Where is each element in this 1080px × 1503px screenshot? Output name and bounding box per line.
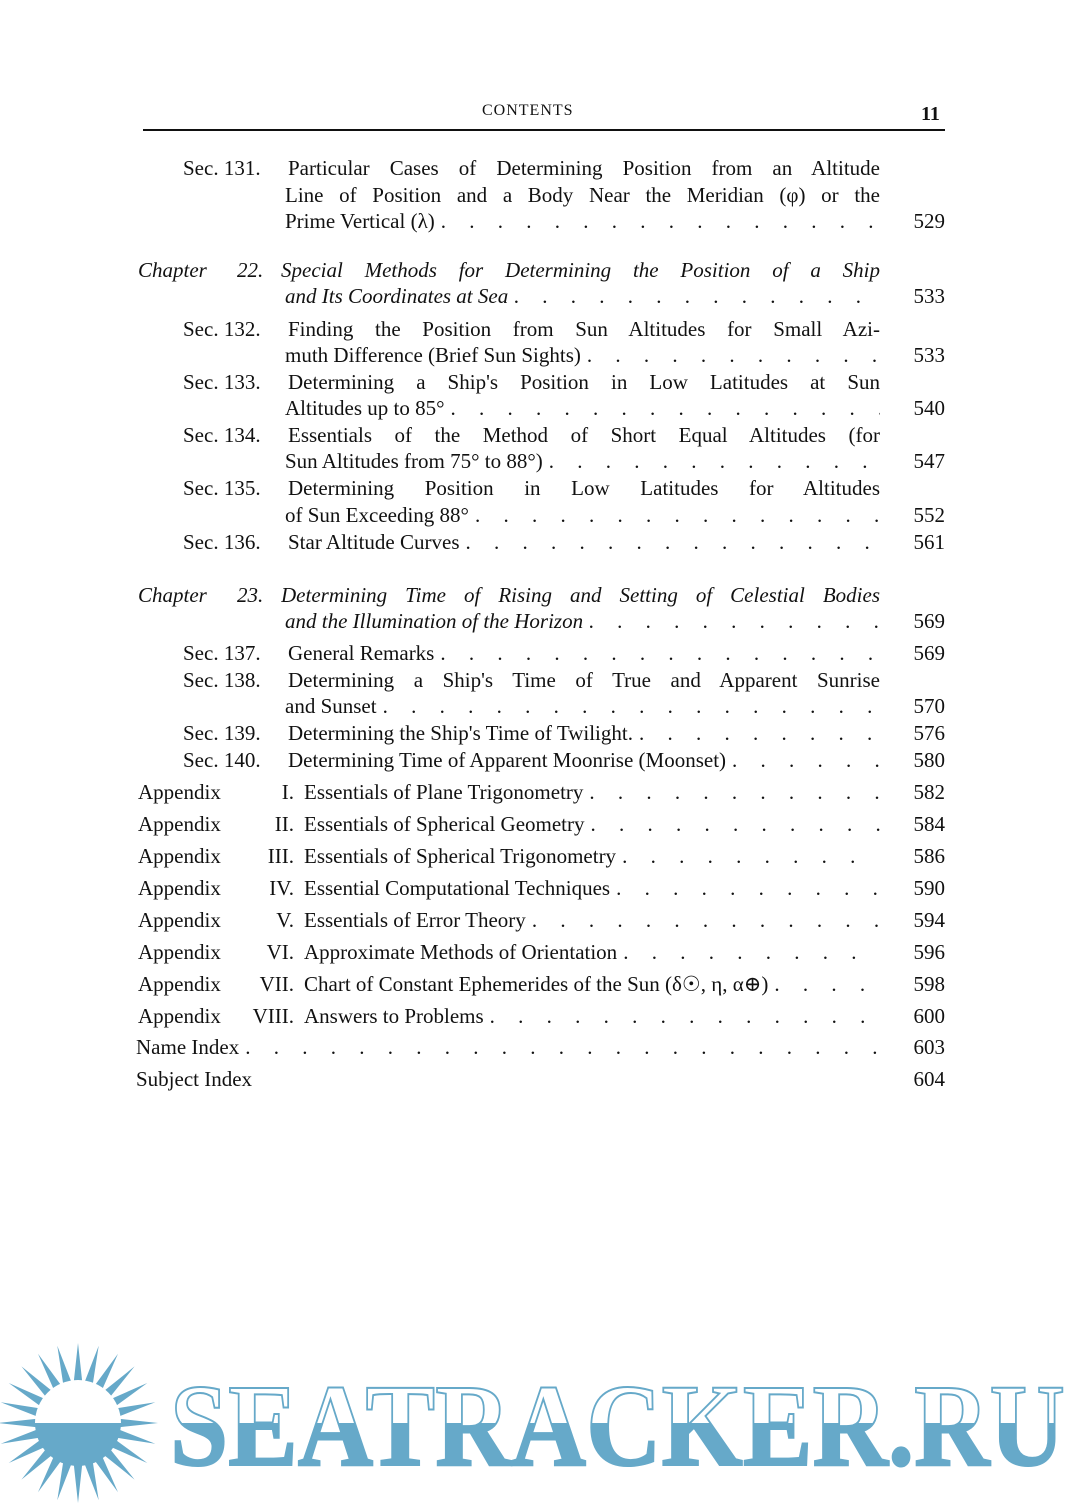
section-label: Sec. 138. [183, 668, 261, 692]
entry-text-line [288, 747, 880, 773]
entry-title: Determining Position in Low Latitudes for Altitudes [288, 476, 880, 500]
section-label: Sec. 139. [183, 721, 261, 745]
entry-text-line [281, 257, 880, 283]
entry-title: Chart of Constant Ephemerides of the Sun (δ☉, η, α⊕) [304, 972, 769, 996]
section-label: Sec. 132. [183, 317, 261, 341]
appendix-number: IV. [269, 876, 294, 900]
entry-title: Essentials of the Method of Short Equal Altitudes (for [288, 423, 880, 447]
entry-text-line [285, 608, 880, 634]
page-reference: 540 [913, 396, 945, 420]
entry-title: Essentials of Error Theory [304, 908, 526, 932]
page-reference: 533 [913, 343, 945, 367]
dot-leader [450, 395, 880, 421]
entry-title: Determining Time of Apparent Moonrise (Moonset) [288, 748, 727, 772]
section-label: Sec. 140. [183, 748, 261, 772]
appendix-label: Appendix [138, 1004, 221, 1028]
chapter-number: 22. [237, 258, 264, 282]
seatracker-watermark-logo [0, 1340, 1080, 1503]
entry-text-line [288, 422, 880, 448]
section-label: Sec. 131. [183, 156, 261, 180]
entry-title: of Sun Exceeding 88° [285, 503, 469, 527]
entry-title: Sun Altitudes from 75° to 88°) [285, 449, 543, 473]
sun-icon [0, 1343, 158, 1503]
chapter-number: 23. [237, 583, 264, 607]
entry-title: Determining the Ship's Time of Twilight. [288, 721, 633, 745]
toc-line [0, 582, 1080, 608]
page-reference: 598 [913, 972, 945, 996]
entry-text-line [288, 667, 880, 693]
toc-line [0, 283, 1080, 309]
appendix-label: Appendix [138, 780, 221, 804]
page-reference: 569 [913, 609, 945, 633]
page-reference: 547 [913, 449, 945, 473]
toc-line [0, 529, 1080, 555]
entry-text-line [304, 875, 880, 901]
dot-leader [440, 640, 880, 666]
dot-leader [441, 208, 880, 234]
toc-line [0, 779, 1080, 805]
dot-leader [732, 747, 880, 773]
toc-line [0, 208, 1080, 234]
dot-leader [475, 502, 880, 528]
dot-leader [639, 720, 880, 746]
entry-text-line [285, 283, 880, 309]
page-number: 11 [921, 103, 940, 125]
section-label: Sec. 135. [183, 476, 261, 500]
dot-leader [490, 1003, 880, 1029]
entry-title: Essential Computational Techniques [304, 876, 611, 900]
dot-leader [589, 779, 880, 805]
entry-title: Prime Vertical (λ) [285, 209, 435, 233]
entry-title: Essentials of Plane Trigonometry [304, 780, 584, 804]
toc-line [0, 720, 1080, 746]
running-header: CONTENTS [482, 102, 574, 119]
dot-leader [623, 939, 880, 965]
entry-text-line [304, 971, 880, 997]
entry-title: Determining Time of Rising and Setting of Celestial Bodies [281, 583, 880, 607]
entry-title: Star Altitude Curves [288, 530, 460, 554]
appendix-number: III. [267, 844, 294, 868]
entry-title: Approximate Methods of Orientation [304, 940, 618, 964]
entry-text-line [288, 720, 880, 746]
entry-text-line [304, 939, 880, 965]
toc-line [0, 608, 1080, 634]
section-label: Sec. 133. [183, 370, 261, 394]
appendix-number: VII. [259, 972, 294, 996]
appendix-label: Appendix [138, 908, 221, 932]
entry-text-line [288, 475, 880, 501]
entry-title: Name Index [136, 1035, 240, 1059]
page-reference: 594 [913, 908, 945, 932]
dot-leader [383, 693, 880, 719]
page-reference: 576 [913, 721, 945, 745]
entry-title: Answers to Problems [304, 1004, 484, 1028]
entry-text-line [136, 1066, 880, 1092]
toc-line [0, 155, 1080, 181]
toc-line [0, 640, 1080, 666]
entry-text-line [288, 316, 880, 342]
entry-text-line [304, 1003, 880, 1029]
entry-title: and the Illumination of the Horizon [285, 609, 584, 633]
appendix-number: VI. [266, 940, 294, 964]
toc-line [0, 257, 1080, 283]
entry-title: General Remarks [288, 641, 435, 665]
toc-line [0, 907, 1080, 933]
appendix-label: Appendix [138, 972, 221, 996]
entry-text-line [304, 779, 880, 805]
toc-line [0, 342, 1080, 368]
entry-title: Particular Cases of Determining Position from an Altitude [288, 156, 880, 180]
entry-title: and Sunset [285, 694, 377, 718]
page-reference: 533 [913, 284, 945, 308]
entry-text-line [285, 693, 880, 719]
dot-leader [616, 875, 880, 901]
appendix-number: I. [281, 780, 294, 804]
entry-text-line [285, 342, 880, 368]
entry-text-line [136, 1034, 880, 1060]
section-label: Sec. 134. [183, 423, 261, 447]
entry-title: muth Difference (Brief Sun Sights) [285, 343, 581, 367]
entry-text-line [288, 529, 880, 555]
entry-title: Determining a Ship's Position in Low Latitudes at Sun [288, 370, 880, 394]
entry-text-line [281, 582, 880, 608]
appendix-label: Appendix [138, 812, 221, 836]
entry-text-line [288, 155, 880, 181]
page-reference: 596 [913, 940, 945, 964]
page-reference: 569 [913, 641, 945, 665]
entry-text-line [285, 182, 880, 208]
entry-text-line [285, 208, 880, 234]
toc-line [0, 369, 1080, 395]
entry-text-line [304, 843, 880, 869]
entry-title: Subject Index [136, 1067, 253, 1091]
toc-line [0, 1034, 1080, 1060]
section-label: Sec. 136. [183, 530, 261, 554]
chapter-label: Chapter [138, 583, 207, 607]
dot-leader [587, 342, 880, 368]
toc-line [0, 1066, 1080, 1092]
appendix-number: II. [274, 812, 294, 836]
toc-line [0, 971, 1080, 997]
dot-leader [774, 971, 880, 997]
toc-line [0, 395, 1080, 421]
dot-leader [589, 608, 880, 634]
entry-title: Essentials of Spherical Geometry [304, 812, 585, 836]
toc-line [0, 875, 1080, 901]
entry-title: Special Methods for Determining the Position of a Ship [281, 258, 880, 282]
section-label: Sec. 137. [183, 641, 261, 665]
chapter-label: Chapter [138, 258, 207, 282]
header-rule [143, 129, 945, 131]
entry-title: Altitudes up to 85° [285, 396, 445, 420]
appendix-number: VIII. [252, 1004, 294, 1028]
entry-title: Line of Position and a Body Near the Meridian (φ) or the [285, 183, 880, 207]
toc-line [0, 693, 1080, 719]
page-reference: 600 [913, 1004, 945, 1028]
appendix-label: Appendix [138, 940, 221, 964]
entry-text-line [288, 369, 880, 395]
appendix-label: Appendix [138, 844, 221, 868]
entry-text-line [285, 502, 880, 528]
entry-text-line [304, 907, 880, 933]
toc-line [0, 448, 1080, 474]
entry-title: and Its Coordinates at Sea [285, 284, 509, 308]
toc-line [0, 1003, 1080, 1029]
page-reference: 580 [913, 748, 945, 772]
dot-leader [532, 907, 880, 933]
dot-leader [514, 283, 880, 309]
page-reference: 570 [913, 694, 945, 718]
dot-leader [245, 1034, 880, 1060]
toc-line [0, 182, 1080, 208]
dot-leader [622, 843, 880, 869]
dot-leader [466, 529, 881, 555]
page-reference: 529 [913, 209, 945, 233]
page-reference: 604 [913, 1067, 945, 1091]
page-reference: 590 [913, 876, 945, 900]
dot-leader [591, 811, 880, 837]
toc-line [0, 747, 1080, 773]
entry-text-line [304, 811, 880, 837]
toc-line [0, 422, 1080, 448]
toc-line [0, 843, 1080, 869]
page-reference: 582 [913, 780, 945, 804]
appendix-number: V. [276, 908, 294, 932]
toc-line [0, 939, 1080, 965]
appendix-label: Appendix [138, 876, 221, 900]
dot-leader [549, 448, 880, 474]
entry-title: Essentials of Spherical Trigonometry [304, 844, 617, 868]
toc-line [0, 811, 1080, 837]
toc-line [0, 316, 1080, 342]
page-reference: 552 [913, 503, 945, 527]
entry-text-line [288, 640, 880, 666]
page-reference: 603 [913, 1035, 945, 1059]
toc-line [0, 502, 1080, 528]
watermark-text: SEATRACKER.RU [170, 1360, 1065, 1491]
page-reference: 586 [913, 844, 945, 868]
entry-title: Finding the Position from Sun Altitudes for Small Azi- [288, 317, 880, 341]
toc-line [0, 667, 1080, 693]
toc-line [0, 475, 1080, 501]
entry-title: Determining a Ship's Time of True and Apparent Sunrise [288, 668, 880, 692]
entry-text-line [285, 448, 880, 474]
page-reference: 561 [913, 530, 945, 554]
page-reference: 584 [913, 812, 945, 836]
entry-text-line [285, 395, 880, 421]
